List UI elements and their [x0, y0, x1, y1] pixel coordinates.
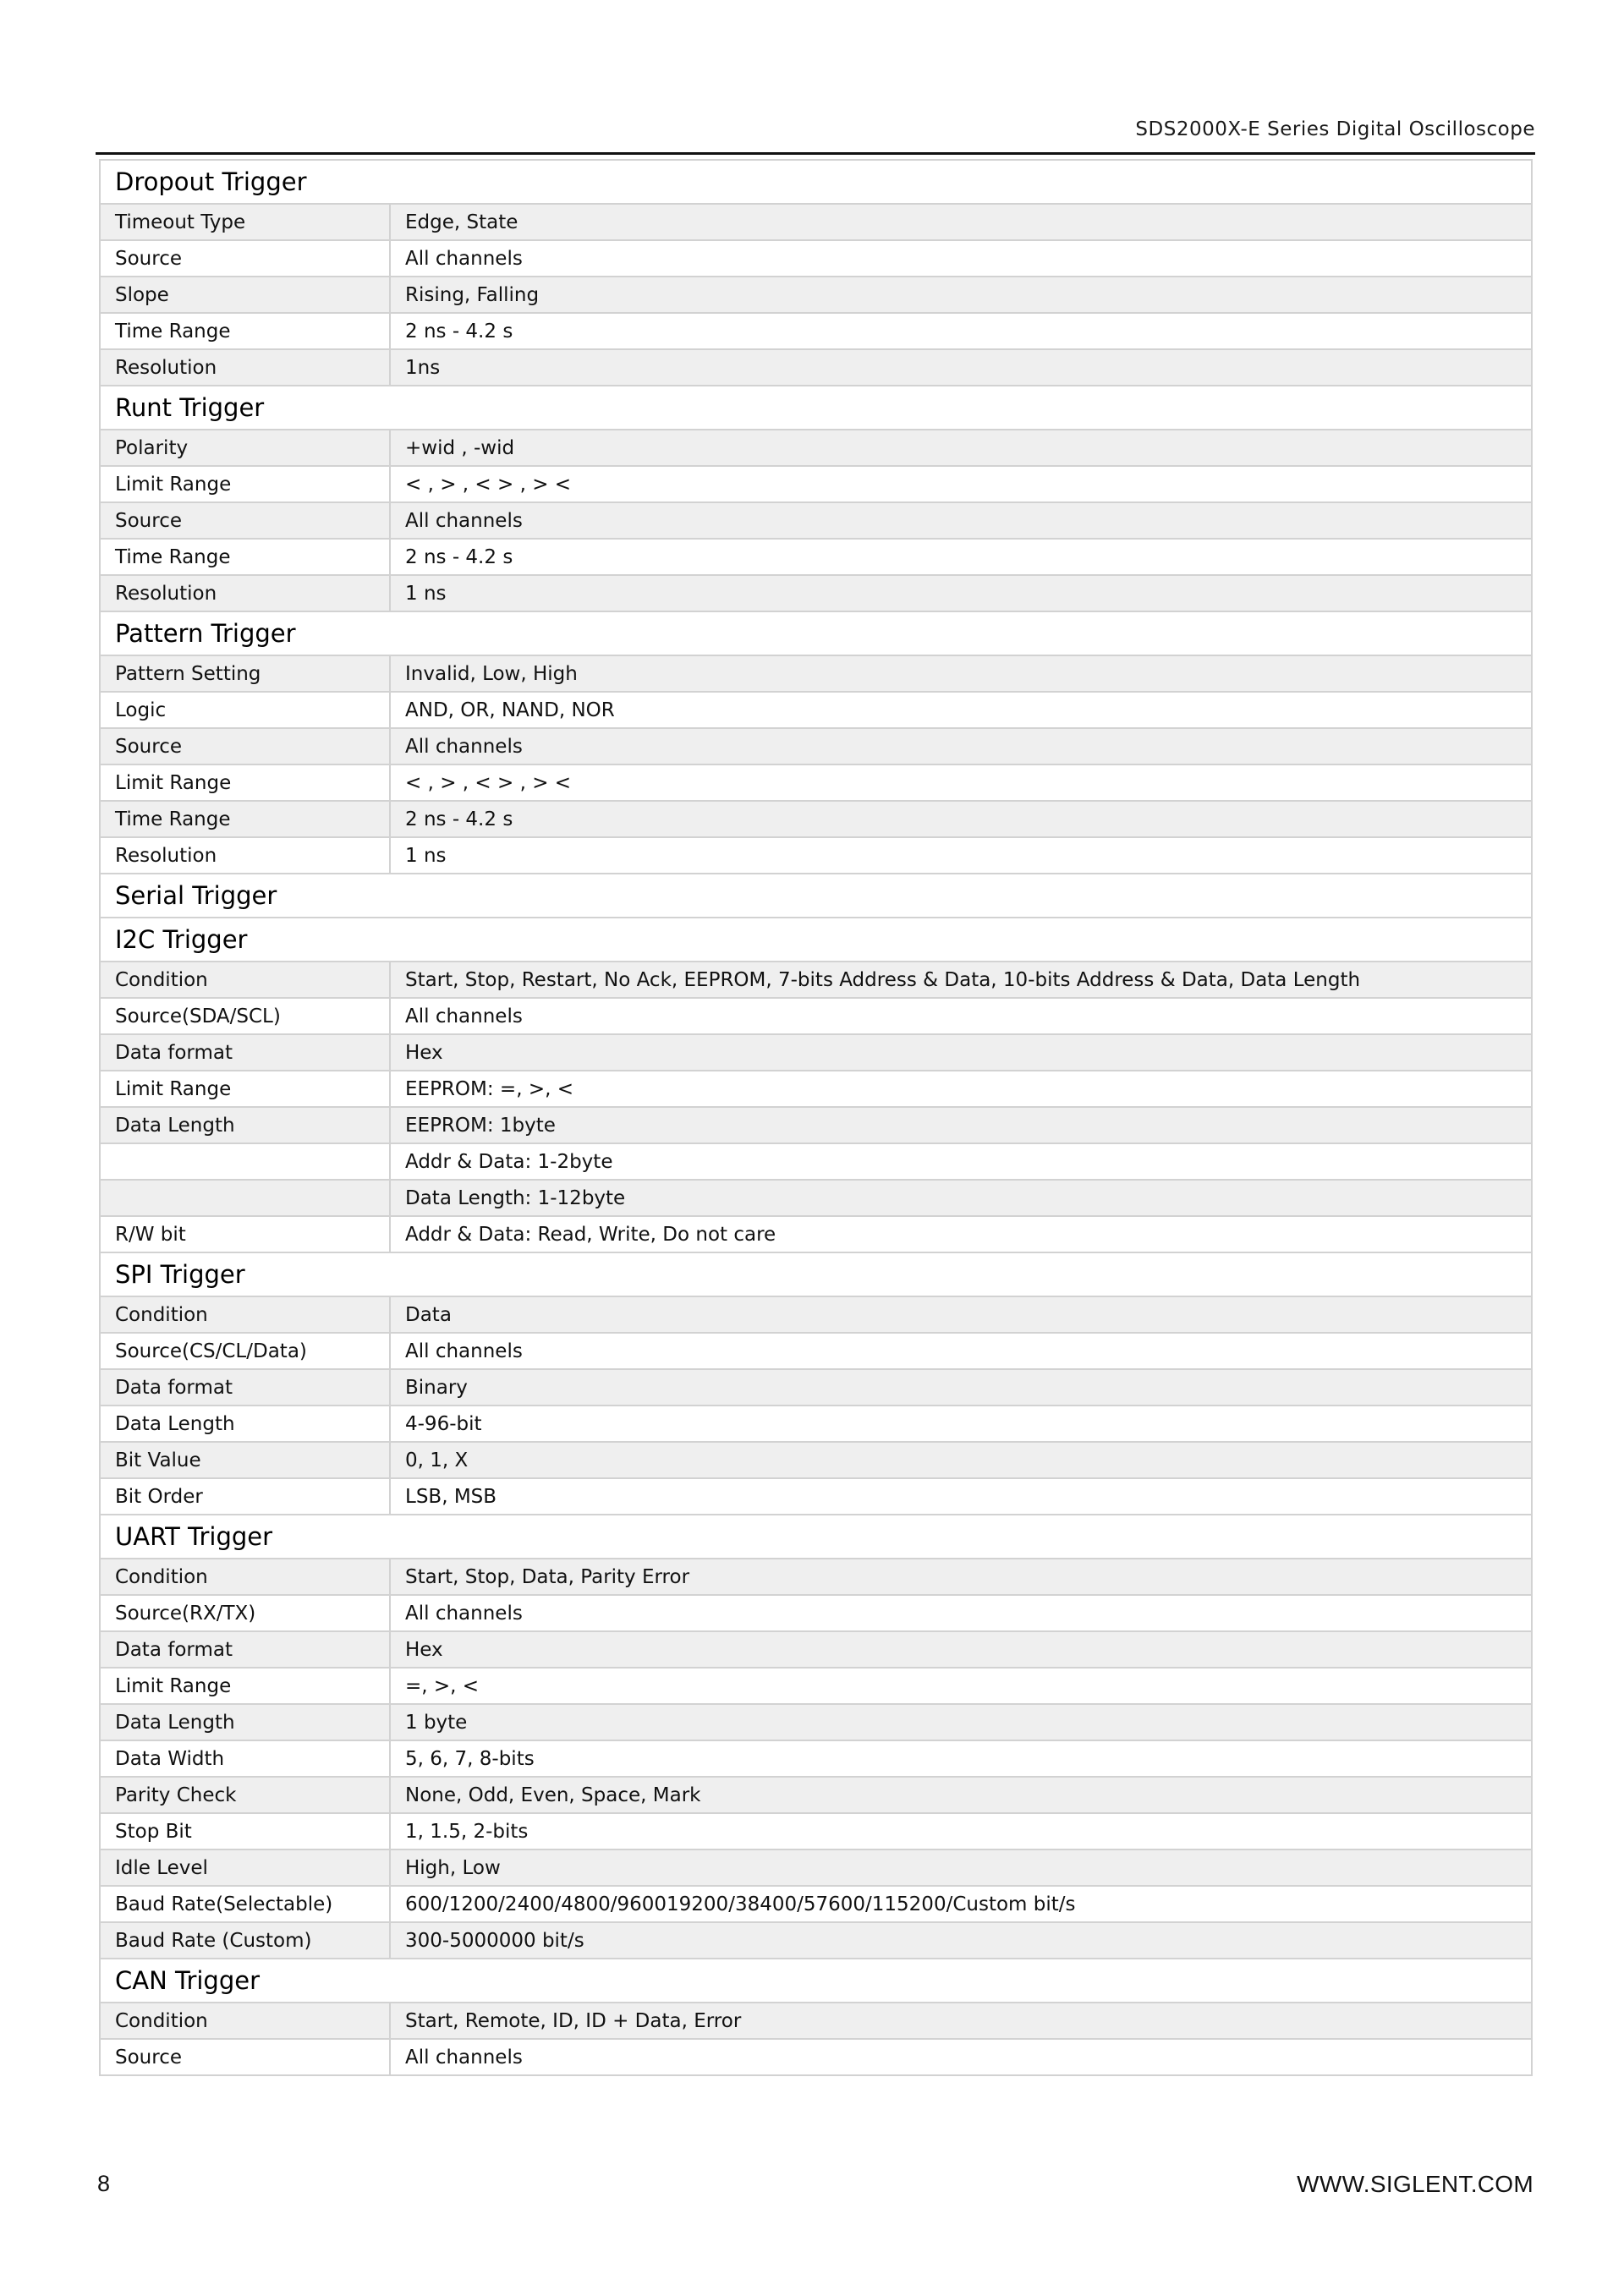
- section-header-row: [100, 386, 1532, 430]
- spec-label: Parity Check: [100, 1777, 390, 1813]
- spec-value: 1, 1.5, 2-bits: [390, 1813, 1532, 1849]
- spec-label: Idle Level: [100, 1849, 390, 1886]
- spec-value: Data Length: 1-12byte: [390, 1180, 1532, 1216]
- spec-label: Resolution: [100, 349, 390, 386]
- spec-label: Resolution: [100, 575, 390, 611]
- spec-row: [100, 1369, 1532, 1406]
- spec-label: Baud Rate (Custom): [100, 1922, 390, 1959]
- section-title: Pattern Trigger: [100, 611, 1532, 655]
- spec-label: Data Length: [100, 1406, 390, 1442]
- spec-row: [100, 1704, 1532, 1740]
- spec-label: Source(RX/TX): [100, 1595, 390, 1631]
- spec-row: [100, 1034, 1532, 1071]
- section-header-row: [100, 874, 1532, 918]
- spec-value: 1 ns: [390, 837, 1532, 874]
- spec-value: Edge, State: [390, 204, 1532, 240]
- spec-row: [100, 575, 1532, 611]
- spec-row: [100, 692, 1532, 728]
- spec-row: [100, 655, 1532, 692]
- spec-label: Source: [100, 240, 390, 277]
- spec-label: Limit Range: [100, 1668, 390, 1704]
- spec-value: Hex: [390, 1631, 1532, 1668]
- section-title: UART Trigger: [100, 1515, 1532, 1559]
- spec-value: Data: [390, 1296, 1532, 1333]
- header-rule: [96, 152, 1535, 155]
- section-title: I2C Trigger: [100, 918, 1532, 962]
- spec-row: [100, 1631, 1532, 1668]
- spec-value: Addr & Data: Read, Write, Do not care: [390, 1216, 1532, 1252]
- spec-label: Time Range: [100, 313, 390, 349]
- spec-row: [100, 1849, 1532, 1886]
- spec-value: EEPROM: =, >, <: [390, 1071, 1532, 1107]
- section-title: Dropout Trigger: [100, 160, 1532, 204]
- spec-row: [100, 1406, 1532, 1442]
- section-title: CAN Trigger: [100, 1959, 1532, 2003]
- spec-label: Condition: [100, 962, 390, 998]
- section-header-row: [100, 918, 1532, 962]
- spec-value: Rising, Falling: [390, 277, 1532, 313]
- spec-value: < , > , < > , > <: [390, 466, 1532, 502]
- spec-label: Data Length: [100, 1704, 390, 1740]
- document-header-title: SDS2000X-E Series Digital Oscilloscope: [1135, 118, 1535, 140]
- spec-label: Data format: [100, 1631, 390, 1668]
- spec-row: [100, 277, 1532, 313]
- spec-label: Source: [100, 728, 390, 764]
- spec-row: [100, 1668, 1532, 1704]
- spec-value: Start, Stop, Data, Parity Error: [390, 1559, 1532, 1595]
- spec-value: All channels: [390, 728, 1532, 764]
- spec-value: All channels: [390, 1333, 1532, 1369]
- spec-row: [100, 502, 1532, 539]
- spec-label: Source(CS/CL/Data): [100, 1333, 390, 1369]
- spec-value: EEPROM: 1byte: [390, 1107, 1532, 1143]
- spec-value: 600/1200/2400/4800/960019200/38400/57600/115200/Custom bit/s: [390, 1886, 1532, 1922]
- spec-label: Polarity: [100, 430, 390, 466]
- spec-row: [100, 1071, 1532, 1107]
- spec-label: Data format: [100, 1369, 390, 1406]
- spec-row: [100, 1216, 1532, 1252]
- spec-row: [100, 2003, 1532, 2039]
- spec-row: [100, 837, 1532, 874]
- spec-value: < , > , < > , > <: [390, 764, 1532, 801]
- spec-row: [100, 204, 1532, 240]
- spec-row: [100, 1813, 1532, 1849]
- spec-row: [100, 998, 1532, 1034]
- spec-row: [100, 539, 1532, 575]
- spec-row: [100, 240, 1532, 277]
- spec-label: Time Range: [100, 539, 390, 575]
- spec-row: [100, 1478, 1532, 1515]
- section-header-row: [100, 1252, 1532, 1296]
- spec-label: [100, 1143, 390, 1180]
- spec-value: All channels: [390, 998, 1532, 1034]
- spec-label: Pattern Setting: [100, 655, 390, 692]
- spec-value: =, >, <: [390, 1668, 1532, 1704]
- spec-table: [99, 159, 1533, 2076]
- section-header-row: [100, 1515, 1532, 1559]
- spec-value: Binary: [390, 1369, 1532, 1406]
- spec-value: Hex: [390, 1034, 1532, 1071]
- page-number: 8: [97, 2171, 111, 2196]
- spec-label: Condition: [100, 1559, 390, 1595]
- spec-row: [100, 1777, 1532, 1813]
- spec-label: Limit Range: [100, 466, 390, 502]
- spec-label: Bit Value: [100, 1442, 390, 1478]
- spec-label: Source(SDA/SCL): [100, 998, 390, 1034]
- spec-row: [100, 1296, 1532, 1333]
- spec-value: 2 ns - 4.2 s: [390, 801, 1532, 837]
- spec-label: Stop Bit: [100, 1813, 390, 1849]
- spec-row: [100, 1442, 1532, 1478]
- spec-label: Limit Range: [100, 1071, 390, 1107]
- spec-value: High, Low: [390, 1849, 1532, 1886]
- spec-label: Data format: [100, 1034, 390, 1071]
- spec-value: 2 ns - 4.2 s: [390, 539, 1532, 575]
- spec-value: Addr & Data: 1-2byte: [390, 1143, 1532, 1180]
- section-title: Runt Trigger: [100, 386, 1532, 430]
- spec-value: Start, Remote, ID, ID + Data, Error: [390, 2003, 1532, 2039]
- spec-label: Data Width: [100, 1740, 390, 1777]
- spec-value: LSB, MSB: [390, 1478, 1532, 1515]
- spec-value: None, Odd, Even, Space, Mark: [390, 1777, 1532, 1813]
- spec-value: All channels: [390, 1595, 1532, 1631]
- spec-label: Baud Rate(Selectable): [100, 1886, 390, 1922]
- spec-value: 300-5000000 bit/s: [390, 1922, 1532, 1959]
- spec-row: [100, 1559, 1532, 1595]
- section-header-row: [100, 160, 1532, 204]
- spec-label: Data Length: [100, 1107, 390, 1143]
- spec-row: [100, 349, 1532, 386]
- section-title: Serial Trigger: [100, 874, 1532, 918]
- spec-row: [100, 962, 1532, 998]
- spec-label: Timeout Type: [100, 204, 390, 240]
- spec-value: Start, Stop, Restart, No Ack, EEPROM, 7-bits Address & Data, 10-bits Address & Data, Data Length: [390, 962, 1532, 998]
- section-header-row: [100, 1959, 1532, 2003]
- spec-label: Resolution: [100, 837, 390, 874]
- spec-row: [100, 1143, 1532, 1180]
- spec-row: [100, 801, 1532, 837]
- spec-label: Limit Range: [100, 764, 390, 801]
- spec-value: All channels: [390, 502, 1532, 539]
- spec-row: [100, 1922, 1532, 1959]
- spec-label: Source: [100, 502, 390, 539]
- section-header-row: [100, 611, 1532, 655]
- spec-row: [100, 466, 1532, 502]
- spec-value: 1ns: [390, 349, 1532, 386]
- spec-label: Bit Order: [100, 1478, 390, 1515]
- spec-value: Invalid, Low, High: [390, 655, 1532, 692]
- spec-value: AND, OR, NAND, NOR: [390, 692, 1532, 728]
- spec-value: 1 ns: [390, 575, 1532, 611]
- spec-row: [100, 1595, 1532, 1631]
- spec-value: 1 byte: [390, 1704, 1532, 1740]
- spec-value: 0, 1, X: [390, 1442, 1532, 1478]
- spec-row: [100, 1180, 1532, 1216]
- spec-label: R/W bit: [100, 1216, 390, 1252]
- spec-value: All channels: [390, 240, 1532, 277]
- spec-label: Time Range: [100, 801, 390, 837]
- spec-value: +wid , -wid: [390, 430, 1532, 466]
- spec-label: [100, 1180, 390, 1216]
- spec-label: Condition: [100, 1296, 390, 1333]
- spec-label: Slope: [100, 277, 390, 313]
- spec-row: [100, 2039, 1532, 2075]
- spec-row: [100, 1107, 1532, 1143]
- spec-label: Logic: [100, 692, 390, 728]
- spec-value: 4-96-bit: [390, 1406, 1532, 1442]
- section-title: SPI Trigger: [100, 1252, 1532, 1296]
- spec-label: Source: [100, 2039, 390, 2075]
- website-url: WWW.SIGLENT.COM: [1297, 2171, 1533, 2197]
- spec-row: [100, 728, 1532, 764]
- spec-label: Condition: [100, 2003, 390, 2039]
- spec-row: [100, 430, 1532, 466]
- spec-value: All channels: [390, 2039, 1532, 2075]
- spec-value: 5, 6, 7, 8-bits: [390, 1740, 1532, 1777]
- spec-row: [100, 313, 1532, 349]
- spec-row: [100, 1886, 1532, 1922]
- spec-row: [100, 764, 1532, 801]
- spec-row: [100, 1740, 1532, 1777]
- spec-value: 2 ns - 4.2 s: [390, 313, 1532, 349]
- spec-row: [100, 1333, 1532, 1369]
